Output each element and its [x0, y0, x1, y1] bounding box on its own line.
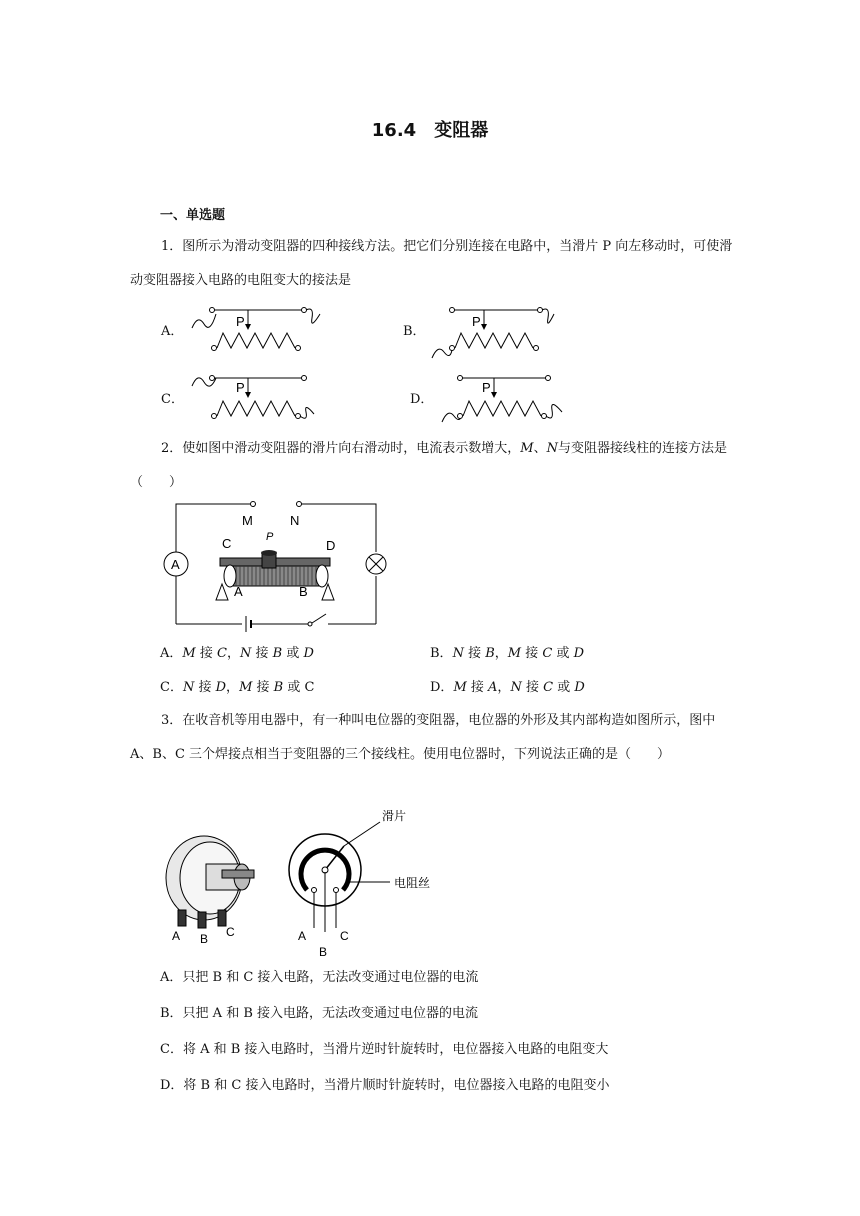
q2-circuit-figure [158, 496, 398, 636]
q3-label-slider: 滑片 [382, 809, 407, 823]
q2-label-b: B [299, 584, 308, 599]
q2-label-d: D [326, 538, 336, 553]
q3-ext-label-c: C [226, 925, 235, 939]
q3-potentiometer-figure [158, 800, 458, 960]
q1-figure-a [190, 300, 330, 360]
q1d-slider-label: P [482, 380, 491, 395]
q2-label-n: N [290, 513, 300, 528]
section-heading: 一、单选题 [160, 208, 226, 223]
q1-figure-c [190, 368, 330, 428]
q3-int-label-a: A [298, 929, 307, 943]
page-title: 16.4 变阻器 [371, 120, 489, 141]
q2-ammeter-label: A [171, 557, 180, 572]
q3-ext-label-a: A [172, 929, 181, 943]
q1-option-c-label: C． [161, 392, 184, 407]
q1b-slider-label: P [472, 314, 481, 329]
q3-int-label-c: C [340, 929, 349, 943]
q1-option-a-label: A． [161, 324, 184, 339]
q2-option-a: A．M 接 C，N 接 B 或 D [160, 646, 314, 661]
q2-label-c: C [222, 536, 232, 551]
q1-figure-d [438, 368, 568, 428]
q2-stem: 2．使如图中滑动变阻器的滑片向右滑动时，电流表示数增大，M、N与变阻器接线柱的连接方法是（ ） [130, 441, 727, 490]
q1-option-b-label: B． [403, 324, 426, 339]
q3-label-wire: 电阻丝 [394, 876, 431, 890]
q1-stem: 1．图所示为滑动变阻器的四种接线方法。把它们分别连接在电路中，当滑片 P 向左移动时，可使滑动变阻器接入电路的电阻变大的接法是 [130, 239, 733, 288]
q3-stem: 3．在收音机等用电器中，有一种叫电位器的变阻器，电位器的外形及其内部构造如图所示，图中 A、B、C 三个焊接点相当于变阻器的三个接线柱。使用电位器时，下列说法正确的是（ ） [130, 713, 716, 762]
q2-option-d: D．M 接 A，N 接 C 或 D [430, 680, 585, 695]
q1a-slider-label: P [236, 314, 245, 329]
q3-option-a: A．只把 B 和 C 接入电路，无法改变通过电位器的电流 [160, 970, 479, 985]
q3-int-label-b: B [319, 945, 328, 959]
q3-option-b: B．只把 A 和 B 接入电路，无法改变通过电位器的电流 [160, 1006, 479, 1021]
q2-option-c: C．N 接 D，M 接 B 或 C [160, 680, 315, 695]
q1-figure-b [430, 300, 560, 360]
q1-option-d-label: D． [410, 392, 434, 407]
q2-label-a: A [234, 584, 243, 599]
q3-ext-label-b: B [200, 932, 209, 946]
q2-label-m: M [242, 513, 253, 528]
q2-option-b: B．N 接 B，M 接 C 或 D [430, 646, 585, 661]
q2-label-p: P [266, 531, 274, 543]
q1c-slider-label: P [236, 380, 245, 395]
q3-option-c: C．将 A 和 B 接入电路时，当滑片逆时针旋转时，电位器接入电路的电阻变大 [160, 1042, 609, 1057]
q3-option-d: D．将 B 和 C 接入电路时，当滑片顺时针旋转时，电位器接入电路的电阻变小 [160, 1078, 610, 1093]
